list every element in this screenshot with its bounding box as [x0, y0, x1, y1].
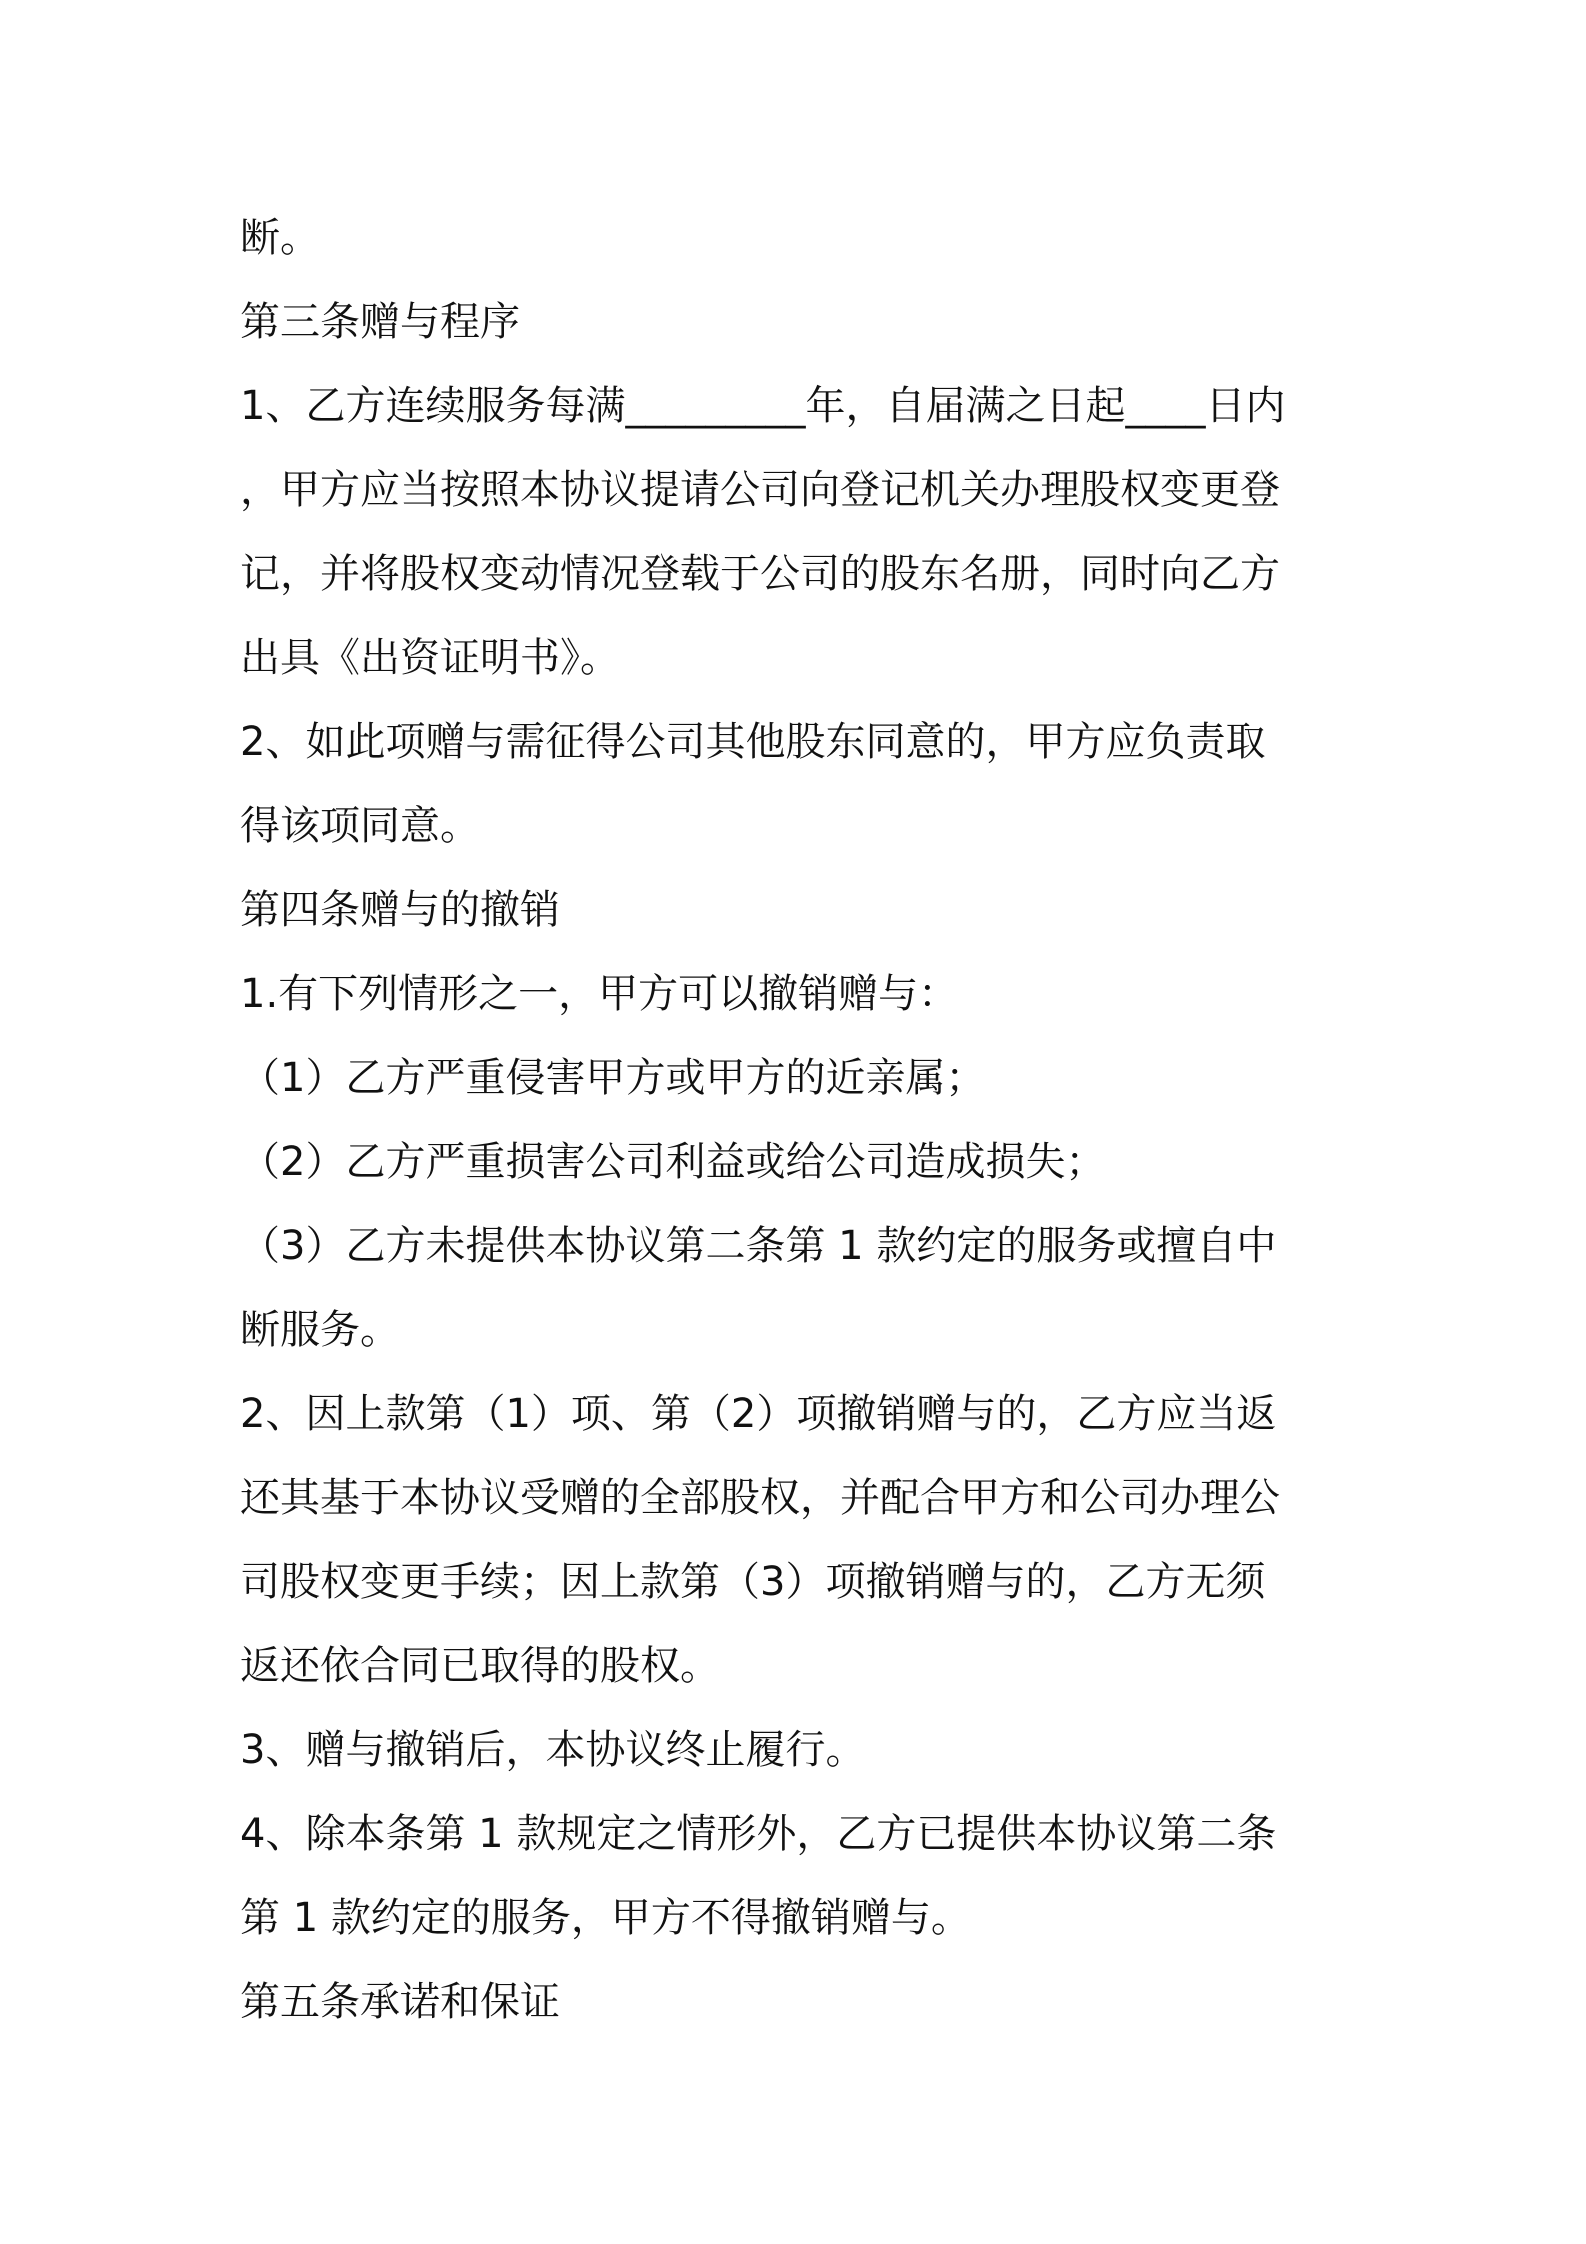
- text-line: （3）乙方未提供本协议第二条第 1 款约定的服务或擅自中: [240, 1223, 1277, 1269]
- text-line: 2、如此项赠与需征得公司其他股东同意的，甲方应负责取: [240, 719, 1266, 765]
- text-line: 返还依合同已取得的股权。: [240, 1643, 720, 1689]
- document-body: [240, 196, 1352, 2044]
- text-line: 4、除本条第 1 款规定之情形外，乙方已提供本协议第二条: [240, 1811, 1277, 1857]
- section-heading: 第五条承诺和保证: [240, 1979, 560, 2025]
- text-line: ，甲方应当按照本协议提请公司向登记机关办理股权变更登: [240, 467, 1280, 513]
- section-heading: 第三条赠与程序: [240, 299, 520, 345]
- section-heading: 第四条赠与的撤销: [240, 887, 560, 933]
- text-line: （2）乙方严重损害公司利益或给公司造成损失；: [240, 1139, 1106, 1185]
- text-line: 断服务。: [240, 1307, 400, 1353]
- text-line: 记，并将股权变动情况登载于公司的股东名册，同时向乙方: [240, 551, 1280, 597]
- text-line: 出具《出资证明书》。: [240, 635, 620, 681]
- text-line: 司股权变更手续；因上款第（3）项撤销赠与的，乙方无须: [240, 1559, 1266, 1605]
- text-line: 2、因上款第（1）项、第（2）项撤销赠与的，乙方应当返: [240, 1391, 1277, 1437]
- text-line: 断。: [240, 215, 320, 261]
- text-line: 得该项同意。: [240, 803, 480, 849]
- text-line: 1、乙方连续服务每满_________年，自届满之日起____日内: [240, 383, 1286, 429]
- text-line: （1）乙方严重侵害甲方或甲方的近亲属；: [240, 1055, 986, 1101]
- text-line: 还其基于本协议受赠的全部股权，并配合甲方和公司办理公: [240, 1475, 1280, 1521]
- text-line: 3、赠与撤销后，本协议终止履行。: [240, 1727, 866, 1773]
- text-line: 第 1 款约定的服务，甲方不得撤销赠与。: [240, 1895, 971, 1941]
- text-line: 1.有下列情形之一，甲方可以撤销赠与：: [240, 971, 959, 1017]
